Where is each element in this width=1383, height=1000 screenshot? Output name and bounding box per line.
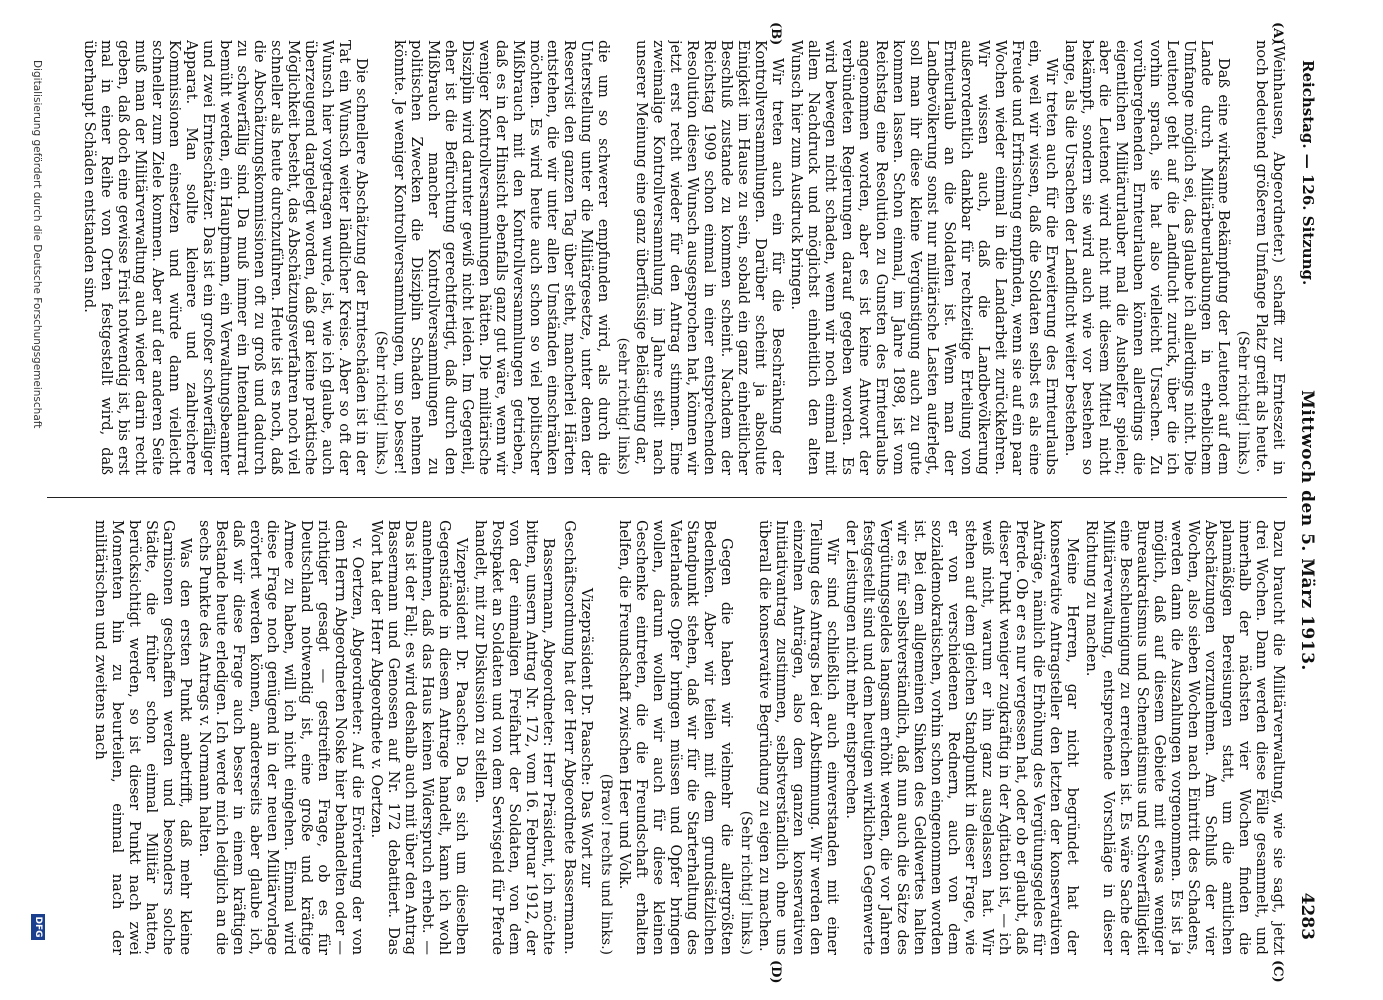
header-title: Reichstag. — 126. Sitzung. (1299, 60, 1317, 286)
paragraph: Gegen die haben wir vielmehr die allergrößten Bedenken. Aber wir teilen mit dem grundsätzlichen Standpunkt stehen, daß wir für die Starterhaltung des Vaterlandes Opfer bringen müssen und Opfer bringen wollen, darum wollen wir auch für diese kleinen Geschenke eintreten, die die Freundschaft erhalten helfen, die Freundschaft zwischen Heer und Volk. (616, 520, 735, 955)
speaker-paragraph: v. Oertzen, Abgeordneter: Auf die Erörterung der von dem Herrn Abgeordneten Noske hier behandelten oder — richtiger gesagt — gestreiften Frage, ob es für Deutschland notwendig ist, eine große und kräftige Armee zu haben, will ich nicht eingehen. Einmal wird diese Frage noch genügend in der neuen Militärvorlage erörtert werden können, andererseits aber glaube ich, daß wir diese Frage auch besser in einem kräftigen Bestande heute erledigen. Ich werde mich lediglich an die sechs Punkte des Antrags v. Normann halten. (196, 520, 366, 955)
margin-mark-a: (A) (1270, 22, 1285, 45)
digitization-credit: Digitalisierung gefördert durch die Deutsche Forschungsgemeinschaft (31, 60, 43, 429)
speaker-paragraph: Vizepräsident Dr. Paasche: Da es sich um dieselben Gegenstände in diesem Antrage handelt, kann ich wohl annehmen, daß das Haus keinen Widerspruch erhebt. — Das ist der Fall; es wird deshalb auch mit über den Antrag Bassermann und Genossen auf Nr. 172 debattiert. Das Wort hat der Herr Abgeordnete v. Oertzen. (368, 520, 470, 955)
paragraph: Meine Herren, gar nicht begründet hat der konservative Antragsteller den letzten der konservativen Anträge, nämlich die Erhöhung des Vergütungsgeldes für Pferde. Ob er es nur vergessen hat, oder ob er glaubt, daß dieser Punkt weniger zugkräftig in der Agitation ist, — ich weiß nicht, warum er ihn ganz ausgelassen hat. Wir stehen auf dem gleichen Standpunkt in dieser Frage, wie er von verschiedenen Rednern, auch von dem sozialdemokratischen, vorhin schon eingenommen worden ist. Bei dem allgemeinen Sinken des Geldwertes halten wir es für selbstverständlich, daß nun auch die Sätze des Vergütungsgeldes langsam erhöht werden, die vor Jahren festgestellt sind und dem heutigen wirklichen Gegenwerte der Leistungen nicht mehr entsprechen. (843, 520, 1081, 955)
interjection: (Bravo! rechts und links.) (598, 773, 614, 955)
dfg-logo: DFG (31, 914, 45, 940)
page-number: 4283 (1297, 892, 1317, 940)
paragraph: Daß eine wirksame Bekämpfung der Leutenot auf dem Lande durch Militärbeurlaubungen in erheblichem Umfange möglich sei, das glaube ich allerdings nicht. Die Leutenot geht auf die Landflucht zurück, über die ich vorhin sprach, sie hat also vielleicht Ursachen. Zu vorübergehenden Ernteurlauben können allerdings die eigentlichen Militärurlauber mal die Aushelfer spielen; aber die Leutenot wird nicht mit diesem Mittel nicht bekämpft, sondern sie wird auch wie vor bestehen so lange, als die Ursachen der Landflucht weiter bestehen. (1062, 40, 1232, 475)
column-divider (47, 497, 1287, 498)
paragraph: die um so schwerer empfunden wird, als durch die Unterstellung unter die Militärgesetze, unter denen der Reservist den ganzen Tag über steht, mancherlei Härten entstehen, die wir unter allen Umständen einschränken möchten. Es wird heute auch schon so viel politischer Mißbrauch mit den Kontrollversammlungen getrieben, daß es in der Hinsicht ebenfalls ganz gut wäre, wenn wir weniger Kontrollversammlungen hätten. Die militärische Disziplin wird darunter gewiß nicht leiden. Im Gegenteil, eher ist die Befürchtung gerechtfertigt, daß durch den Mißbrauch mancher Kontrollversammlungen zu politischen Zwecken die Disziplin Schaden nehmen könnte. Je weniger Kontrollversammlungen, um so besser! (391, 40, 612, 475)
interjection: (Sehr richtig! links.) (738, 810, 754, 955)
header-date: Mittwoch den 5. März 1913. (1297, 390, 1317, 671)
interjection: (Sehr richtig! links.) (1235, 330, 1251, 475)
interjection: (Sehr richtig! links.) (373, 330, 389, 475)
left-column (47, 40, 1287, 475)
right-column (47, 520, 1287, 955)
margin-mark-d: (D) (768, 960, 783, 984)
margin-mark-b: (B) (768, 22, 783, 46)
paragraph: Was den ersten Punkt anbetrifft, daß mehr kleine Garnisonen geschaffen werden und besonders solche Städte, die früher schon einmal Militär hatten, berücksichtigt werden, so ist dieser Punkt nach zwei Momenten hin zu beurteilen, einmal nach der militärischen und zweitens nach (92, 520, 194, 955)
paragraph: Wir treten auch ein für die Beschränkung der Kontrollversammlungen. Darüber scheint ja absolute Einigkeit im Hause zu sein, sobald ein ganz einheitlicher Beschluß zustande zu kommen scheint. Nachdem der Reichstag 1909 schon einmal in einer entsprechenden Resolution diesen Wunsch ausgesprochen hat, können wir jetzt erst recht wieder für den Antrag stimmen. Eine zweimalige Kontrollversammlung im Jahre stellt nach unserer Meinung eine ganz überflüssige Belästigung dar, (633, 40, 786, 475)
speaker-paragraph: Vizepräsident Dr. Paasche: Das Wort zur Geschäftsordnung hat der Herr Abgeordnete Bassermann. (561, 520, 595, 955)
paragraph: Dazu braucht die Militärverwaltung, wie sie sagt, jetzt drei Wochen. Dann werden diese Fälle gesammelt, und innerhalb der nächsten vier Wochen finden die planmäßigen Bereisungen statt, um die amtlichen Abschätzungen vorzunehmen. Am Schluß der vier Wochen, also sieben Wochen nach Eintritt des Schadens, werden dann die Auszahlungen vorgenommen. Es ist ja möglich, daß auf diesem Gebiete mit etwas weniger Bureaukratismus und Schematismus und Schwerfälligkeit eine Beschleunigung zu erreichen ist. Es wäre Sache der Militärverwaltung, entsprechende Vorschläge in dieser Richtung zu machen. (1083, 520, 1287, 955)
speaker-paragraph: Bassermann, Abgeordneter: Herr Präsident, ich möchte bitten, unsern Antrag Nr. 172, vom 16. Februar 1912, der von der einmaligen Freifahrt der Soldaten, von dem Postpaket an Soldaten und von dem Servisgeld für Pferde handelt, mit zur Diskussion zu stellen. (472, 520, 557, 955)
margin-mark-c: (C) (1270, 960, 1285, 983)
page-header (1293, 60, 1321, 940)
interjection: (sehr richtig! links) (615, 337, 631, 475)
paragraph: Die schnellere Abschätzung der Ernteschäden ist in der Tat ein Wunsch weiter ländlicher Kreise. Aber so oft der Wunsch hier vorgetragen wurde, ist, wie ich glaube, auch überzeugend dargelegt worden, daß gar keine praktische Möglichkeit besteht, das Abschätzungsverfahren noch viel schneller als heute durchzuführen. Heute ist es noch, daß die Abschätzungskommissionen oft zu groß und dadurch zu schwerfällig sind. Da muß immer ein Intendanturrat bemüht werden, ein Hauptmann, ein Verwaltungsbeamter und zwei Ernteschätzer. Das ist ein großer schwerfälliger Apparat. Man sollte kleinere und zahlreichere Kommissionen einsetzen und würde dann vielleicht schneller zum Ziele kommen. Aber auf der anderen Seite muß man der Militärverwaltung auch wieder darin recht geben, daß doch eine gewisse Frist notwendig ist, bis erst mal in einer Reihe von Orten festgestellt wird, daß überhaupt Schäden entstanden sind. (81, 40, 370, 475)
paragraph: (Weinhausen, Abgeordneter.) schafft zur Ernteszeit in noch bedeutend größerem Umfange Platz greift als heute. (1253, 40, 1287, 475)
paragraph: Wir sind schließlich auch einverstanden mit einer Teilung des Antrags bei der Abstimmung. Wir werden den einzelnen Anträgen, also dem ganzen konservativen Initiativantrag zustimmen, selbstverständlich ohne uns überall die konservative Begründung zu eigen zu machen. (756, 520, 841, 955)
paragraph: Wir treten auch für die Erweiterung des Ernteurlaubs ein, weil wir wissen, daß die Soldaten selbst es als eine Freude und Erfrischung empfinden, wenn sie auf ein paar Wochen wieder einmal in die Landarbeit zurückkehren. Wir wissen auch, daß die Landbevölkerung außerordentlich dankbar für rechtzeitige Erteilung von Ernteurlaub an die Soldaten ist. Wenn man der Landbevölkerung sonst nur militärische Lasten auferlegt, soll man ihr diese kleine Vergünstigung auch zu gute kommen lassen. Schon einmal, im Jahre 1898, ist vom Reichstag eine Resolution zu Gunsten des Ernteurlaubs angenommen worden, aber es ist keine Antwort der verbündeten Regierungen darauf gegeben worden. Es wird bewegen nicht schaden, wenn wir noch einmal mit allem Nachdruck und möglichst einheitlich den alten Wunsch hier zum Ausdruck bringen. (788, 40, 1060, 475)
